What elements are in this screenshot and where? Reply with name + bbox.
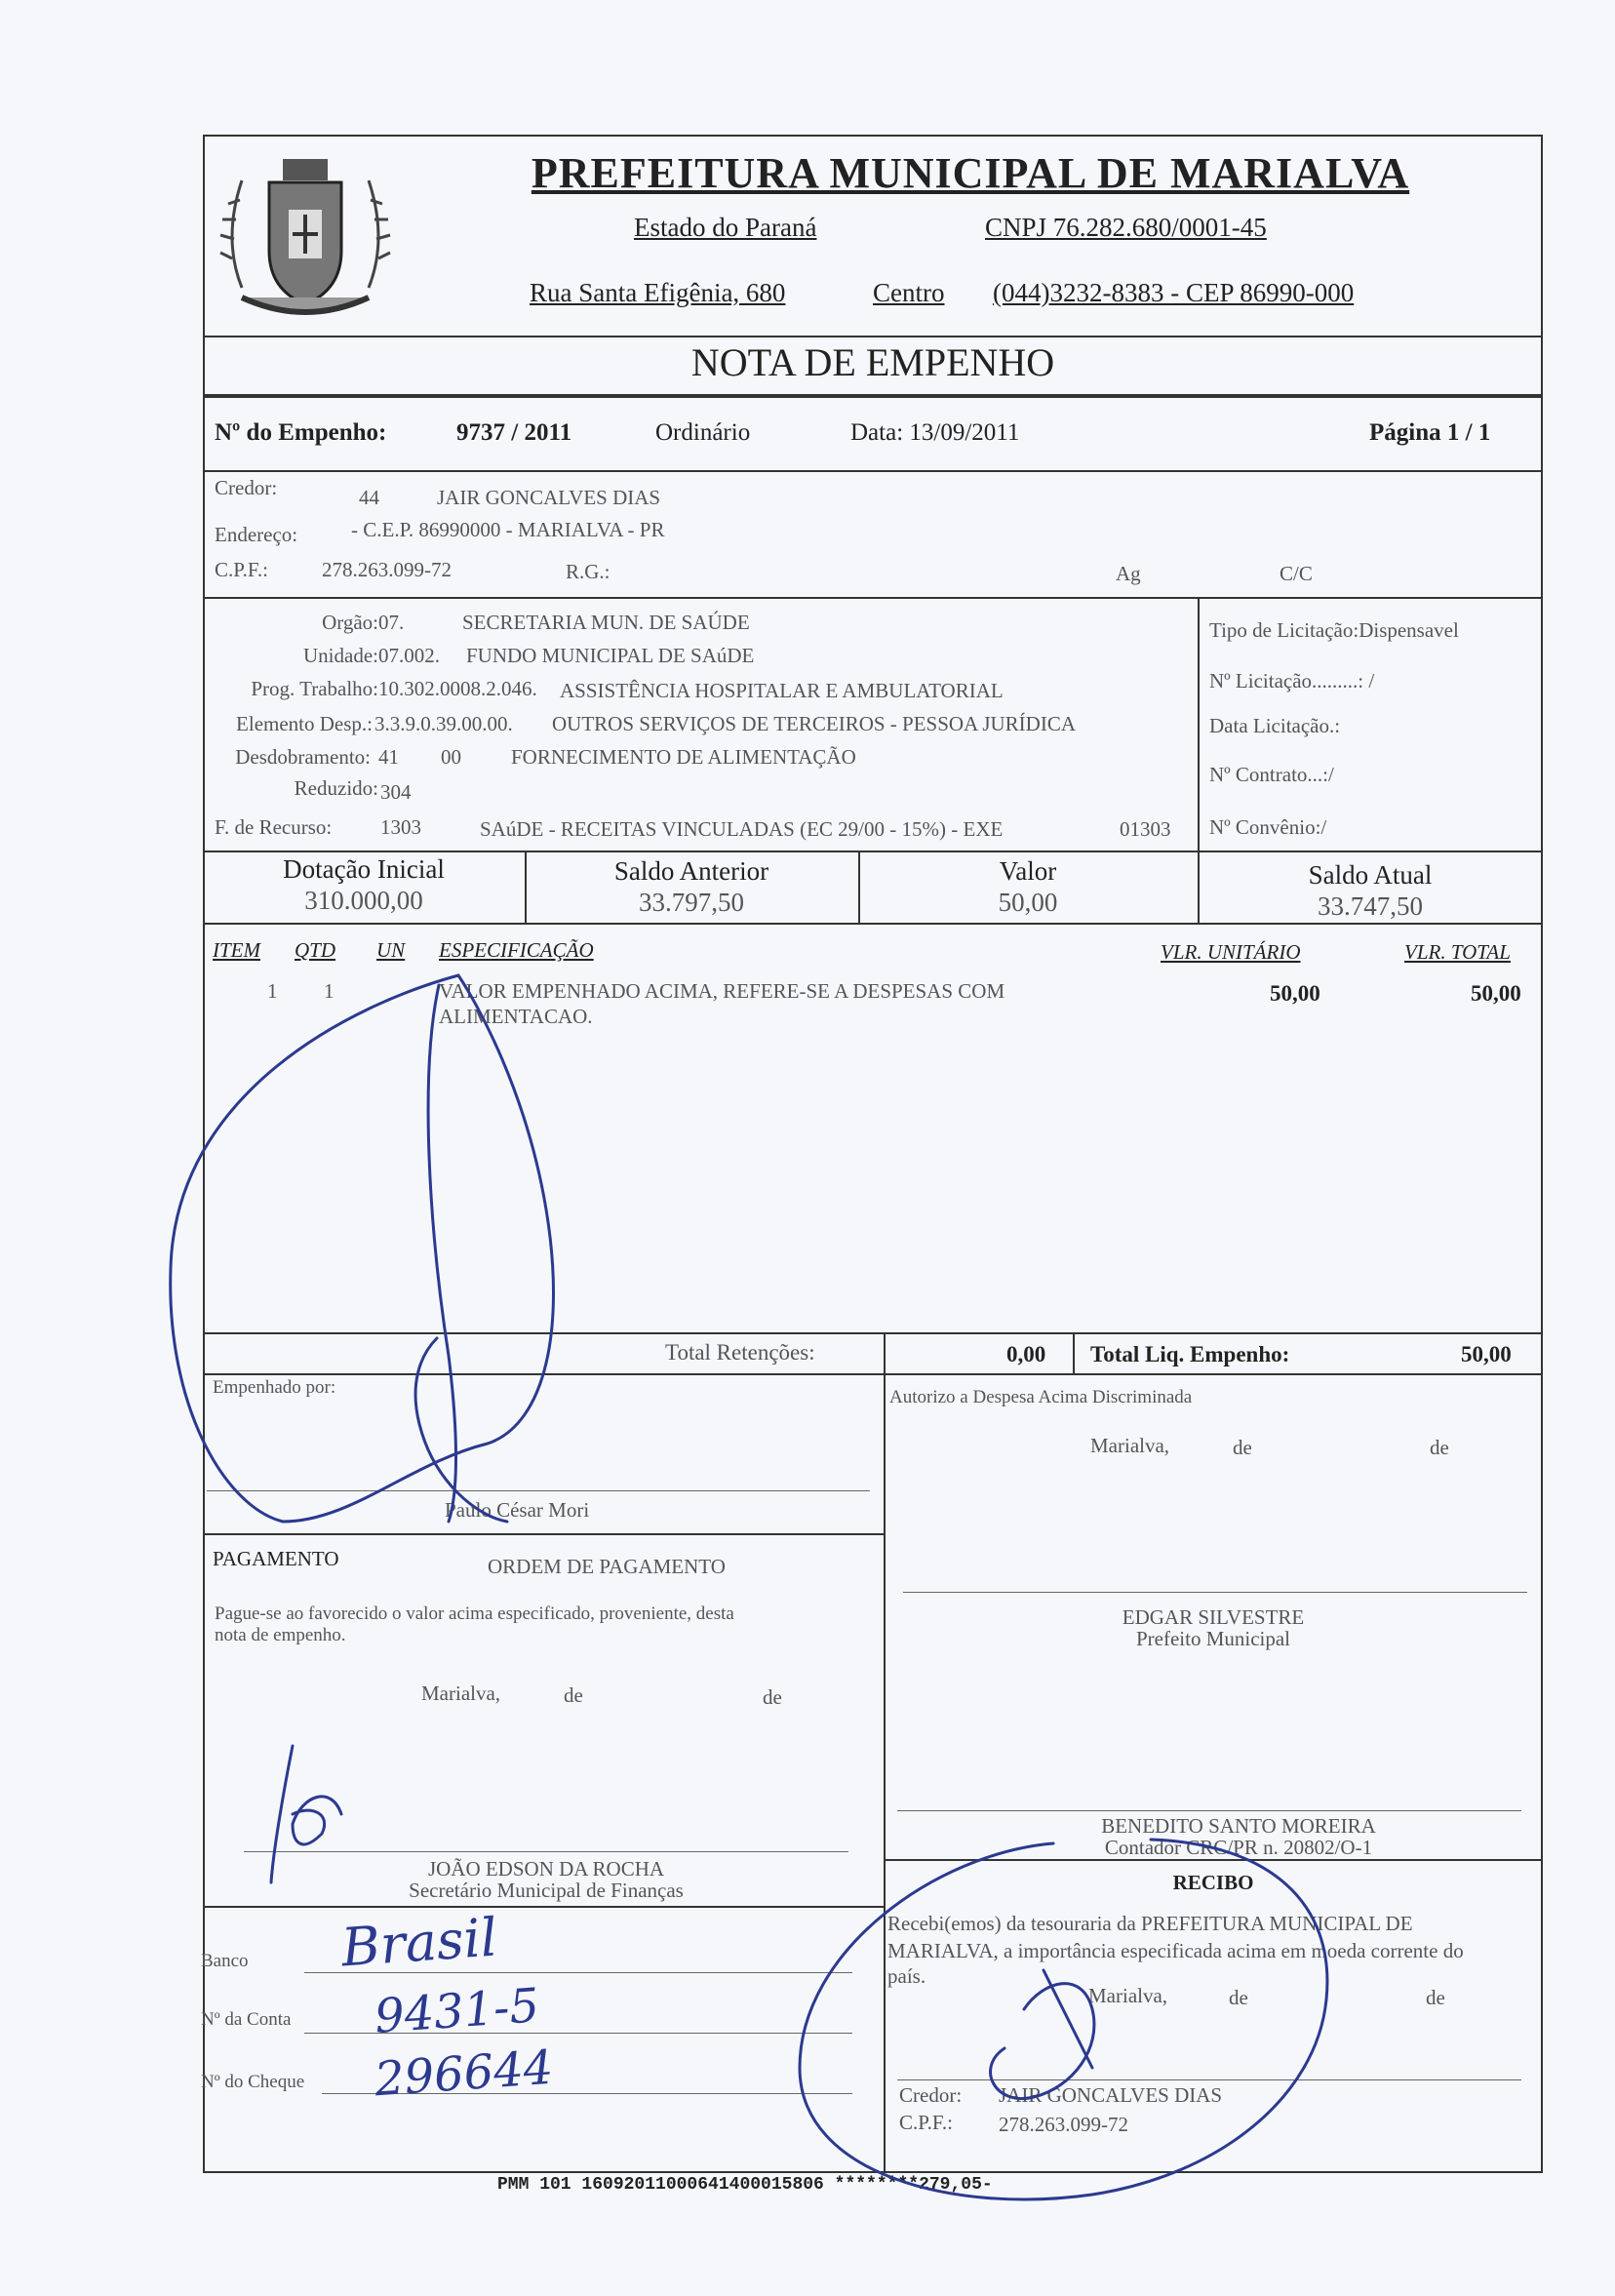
document-title: NOTA DE EMPENHO xyxy=(690,340,1055,384)
total-liquido-label: Total Liq. Empenho: xyxy=(1090,1342,1290,1366)
pagamento-text-2: nota de empenho. xyxy=(215,1625,346,1645)
prefecture-title: PREFEITURA MUNICIPAL DE MARIALVA xyxy=(531,149,1410,197)
recurso-code: 1303 xyxy=(380,815,421,839)
autorizo-despesa: Autorizo a Despesa Acima Discriminada xyxy=(889,1387,1193,1407)
cpf-label: C.P.F.: xyxy=(215,558,268,581)
elemento-code: 3.3.9.0.39.00.00. xyxy=(374,712,513,735)
recurso-code2: 01303 xyxy=(1120,817,1171,841)
orgao-desc: SECRETARIA MUN. DE SAÚDE xyxy=(462,611,750,634)
endereco-value: - C.E.P. 86990000 - MARIALVA - PR xyxy=(351,518,665,541)
prog-desc: ASSISTÊNCIA HOSPITALAR E AMBULATORIAL xyxy=(560,679,1004,702)
empenho-number: 9737 / 2011 xyxy=(456,419,572,446)
divider xyxy=(203,1373,1543,1375)
signature-line xyxy=(207,1490,870,1491)
secretario-name: JOÃO EDSON DA ROCHA xyxy=(427,1857,665,1880)
elemento-desc: OUTROS SERVIÇOS DE TERCEIROS - PESSOA JURÍDICA xyxy=(552,712,1077,735)
empenhado-por-name: Paulo César Mori xyxy=(445,1498,590,1522)
recibo-text-1: Recebi(emos) da tesouraria da PREFEITURA MUNICIPAL DE xyxy=(887,1912,1413,1935)
total-retencoes-value: 0,00 xyxy=(1006,1342,1046,1366)
unidade-desc: FUNDO MUNICIPAL DE SAúDE xyxy=(466,644,755,667)
col-vlr-unitario: VLR. UNITÁRIO xyxy=(1161,940,1301,964)
divider xyxy=(203,1906,884,1908)
saldo-anterior-label: Saldo Anterior xyxy=(613,856,769,886)
conta-label: Nº da Conta xyxy=(201,2009,292,2030)
licitacao-contrato: Nº Contrato...:/ xyxy=(1209,763,1334,786)
conta-handwritten: 9431-5 xyxy=(373,1978,541,2044)
cnpj: CNPJ 76.282.680/0001-45 xyxy=(985,213,1267,242)
cpf-value: 278.263.099-72 xyxy=(322,558,452,581)
recibo-cpf-label: C.P.F.: xyxy=(899,2111,953,2134)
empenho-date: Data: 13/09/2011 xyxy=(850,419,1020,446)
prefeito-name: EDGAR SILVESTRE xyxy=(1122,1605,1305,1629)
contador-title: Contador CRC/PR n. 20802/O-1 xyxy=(1104,1836,1373,1859)
divider xyxy=(203,1533,884,1535)
page-indicator: Página 1 / 1 xyxy=(1369,419,1491,446)
recibo-cpf-value: 278.263.099-72 xyxy=(999,2113,1128,2136)
signature-line xyxy=(897,1810,1521,1811)
desdobramento-code2: 00 xyxy=(441,745,461,769)
prog-code: 10.302.0008.2.046. xyxy=(378,677,537,700)
reduzido-code: 304 xyxy=(380,780,412,804)
empenhado-por-label: Empenhado por: xyxy=(213,1377,336,1398)
cc-label: C/C xyxy=(1280,562,1313,585)
credor-name: JAIR GONCALVES DIAS xyxy=(437,486,661,509)
saldo-atual-label: Saldo Atual xyxy=(1308,860,1433,890)
coat-of-arms-seal xyxy=(213,141,398,332)
col-un: UN xyxy=(376,938,406,962)
recibo-text-2: MARIALVA, a importância especificada acima em moeda corrente do xyxy=(887,1939,1464,1962)
endereco-label: Endereço: xyxy=(215,523,298,546)
pagamento-de-2: de xyxy=(763,1685,782,1709)
dotacao-label: Dotação Inicial xyxy=(283,854,445,884)
divider xyxy=(203,851,1543,852)
divider xyxy=(203,394,1543,398)
total-liquido-value: 50,00 xyxy=(1461,1342,1512,1366)
pagamento-marialva: Marialva, xyxy=(421,1682,501,1705)
item-vlr-unitario: 50,00 xyxy=(1270,981,1320,1006)
recibo-credor-name: JAIR GONCALVES DIAS xyxy=(999,2083,1223,2107)
valor-value: 50,00 xyxy=(998,888,1058,917)
banco-label: Banco xyxy=(201,1951,249,1971)
licitacao-numero: Nº Licitação.........: / xyxy=(1209,669,1375,693)
divider xyxy=(884,1332,886,1373)
signature-line xyxy=(897,2079,1521,2080)
orgao-label: Orgão: xyxy=(322,611,378,634)
licitacao-data: Data Licitação.: xyxy=(1209,714,1341,737)
recibo-title: RECIBO xyxy=(1172,1871,1254,1894)
elemento-label: Elemento Desp.: xyxy=(236,712,373,735)
signature-line xyxy=(244,1851,848,1852)
desdobramento-code1: 41 xyxy=(378,745,399,769)
divider xyxy=(203,1332,1543,1334)
col-especificacao: ESPECIFICAÇÃO xyxy=(439,938,594,962)
empenho-type: Ordinário xyxy=(655,419,751,446)
pagamento-text-1: Pague-se ao favorecido o valor acima especificado, proveniente, desta xyxy=(215,1603,734,1624)
valor-label: Valor xyxy=(999,856,1057,886)
credor-code: 44 xyxy=(359,486,379,509)
divider xyxy=(1073,1332,1075,1373)
phone-cep: (044)3232-8383 - CEP 86990-000 xyxy=(993,278,1355,307)
secretario-title: Secretário Municipal de Finanças xyxy=(409,1879,684,1902)
recibo-de-2: de xyxy=(1426,1986,1445,2009)
ag-label: Ag xyxy=(1116,562,1141,585)
unidade-label: Unidade: xyxy=(303,644,378,667)
district: Centro xyxy=(873,278,945,307)
pagamento-de-1: de xyxy=(564,1683,583,1707)
item-espec-line1: VALOR EMPENHADO ACIMA, REFERE-SE A DESPESAS COM xyxy=(439,979,1005,1003)
dotacao-value: 310.000,00 xyxy=(304,886,423,915)
divider xyxy=(884,1859,1543,1861)
licitacao-convenio: Nº Convênio:/ xyxy=(1209,815,1327,839)
prefeito-title: Prefeito Municipal xyxy=(1135,1627,1291,1650)
item-number: 1 xyxy=(267,979,278,1003)
unidade-code: 07.002. xyxy=(378,644,440,667)
autorizo-marialva: Marialva, xyxy=(1090,1434,1170,1457)
autorizo-de-1: de xyxy=(1233,1436,1252,1459)
recibo-text-3: país. xyxy=(887,1964,926,1988)
desdobramento-label: Desdobramento: xyxy=(235,745,371,769)
recurso-label: F. de Recurso: xyxy=(215,815,333,839)
item-qtd: 1 xyxy=(324,979,335,1003)
col-qtd: QTD xyxy=(295,938,336,962)
recibo-de-1: de xyxy=(1229,1986,1248,2009)
divider xyxy=(884,1373,886,2173)
col-vlr-total: VLR. TOTAL xyxy=(1404,940,1511,964)
state-name: Estado do Paraná xyxy=(634,213,817,242)
divider xyxy=(203,336,1543,337)
desdobramento-desc: FORNECIMENTO DE ALIMENTAÇÃO xyxy=(511,745,856,769)
street-address: Rua Santa Efigênia, 680 xyxy=(530,278,786,307)
saldo-atual-value: 33.747,50 xyxy=(1318,891,1423,921)
autorizo-de-2: de xyxy=(1430,1436,1449,1459)
rg-label: R.G.: xyxy=(566,560,611,583)
cheque-label: Nº do Cheque xyxy=(201,2072,305,2092)
divider xyxy=(203,597,1543,599)
divider xyxy=(1198,597,1200,852)
divider xyxy=(203,470,1543,472)
pagamento-label: PAGAMENTO xyxy=(213,1547,339,1570)
contador-name: BENEDITO SANTO MOREIRA xyxy=(1101,1814,1376,1838)
licitacao-tipo: Tipo de Licitação:Dispensavel xyxy=(1209,618,1459,642)
total-retencoes-label: Total Retenções: xyxy=(665,1340,815,1365)
orgao-code: 07. xyxy=(378,611,405,634)
item-vlr-total: 50,00 xyxy=(1471,981,1521,1006)
signature-line xyxy=(903,1592,1527,1593)
recibo-marialva: Marialva, xyxy=(1088,1984,1168,2007)
item-espec-line2: ALIMENTACAO. xyxy=(439,1005,593,1028)
cheque-handwritten: 296644 xyxy=(373,2039,555,2108)
banco-handwritten: Brasil xyxy=(338,1906,499,1979)
saldo-anterior-value: 33.797,50 xyxy=(639,888,744,917)
divider xyxy=(203,923,1543,925)
recurso-desc: SAúDE - RECEITAS VINCULADAS (EC 29/00 - 15%) - EXE xyxy=(480,817,1004,841)
prog-label: Prog. Trabalho: xyxy=(251,677,378,700)
empenho-label: Nº do Empenho: xyxy=(215,419,387,446)
recibo-credor-label: Credor: xyxy=(899,2083,963,2107)
reduzido-label: Reduzido: xyxy=(294,776,378,800)
credor-label: Credor: xyxy=(215,476,278,499)
ordem-pagamento-title: ORDEM DE PAGAMENTO xyxy=(488,1555,726,1578)
footer-code: PMM 101 16092011000641400015806 ********279,05- xyxy=(497,2175,993,2195)
col-item: ITEM xyxy=(213,938,260,962)
